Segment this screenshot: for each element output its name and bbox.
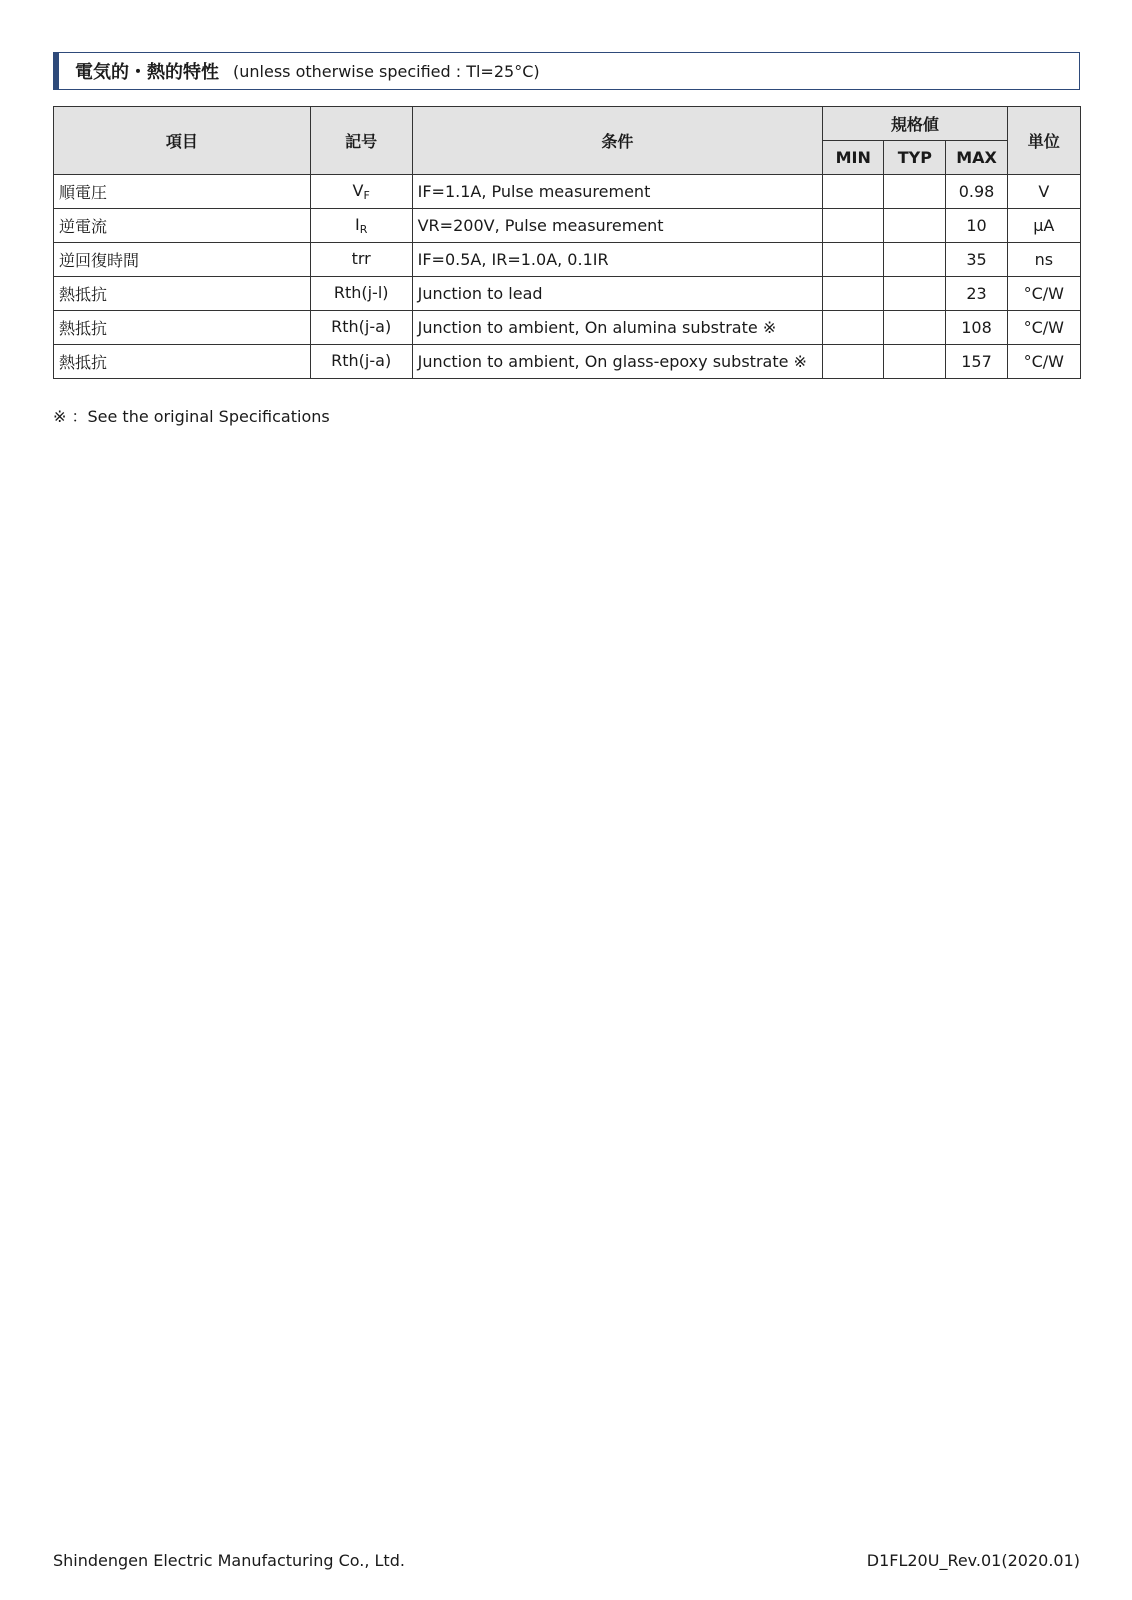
cell-max: 35 <box>946 243 1007 277</box>
symbol-main: V <box>352 181 364 200</box>
symbol-sub: R <box>359 223 368 236</box>
section-title: 電気的・熱的特性 <box>75 62 219 83</box>
symbol-main: Rth(j-a) <box>331 351 392 370</box>
cell-max: 108 <box>946 311 1007 345</box>
table-row <box>54 175 1081 209</box>
cell-unit: μA <box>1007 209 1080 243</box>
header-typ: TYP <box>884 141 946 175</box>
cell-item: 逆回復時間 <box>54 243 311 277</box>
table-row <box>54 345 1081 379</box>
cell-max: 23 <box>946 277 1007 311</box>
cell-item: 熱抵抗 <box>54 311 311 345</box>
cell-max: 10 <box>946 209 1007 243</box>
cell-symbol <box>310 311 412 345</box>
header-unit: 単位 <box>1007 107 1080 175</box>
cell-min <box>823 243 884 277</box>
cell-condition: IF=1.1A, Pulse measurement <box>412 175 823 209</box>
cell-condition: Junction to ambient, On glass-epoxy substrate ※ <box>412 345 823 379</box>
cell-unit: V <box>1007 175 1080 209</box>
cell-min <box>823 311 884 345</box>
cell-symbol <box>310 345 412 379</box>
cell-item: 熱抵抗 <box>54 277 311 311</box>
table-row <box>54 311 1081 345</box>
section-note: (unless otherwise specified : Tl=25°C) <box>233 61 540 81</box>
cell-condition: IF=0.5A, IR=1.0A, 0.1IR <box>412 243 823 277</box>
footnote: ※ ：See the original Specifications <box>53 407 330 426</box>
table-row <box>54 277 1081 311</box>
cell-typ <box>884 345 946 379</box>
cell-condition: VR=200V, Pulse measurement <box>412 209 823 243</box>
header-symbol: 記号 <box>310 107 412 175</box>
cell-max: 0.98 <box>946 175 1007 209</box>
cell-symbol <box>310 243 412 277</box>
table-row <box>54 209 1081 243</box>
cell-typ <box>884 311 946 345</box>
header-min: MIN <box>823 141 884 175</box>
cell-item: 熱抵抗 <box>54 345 311 379</box>
cell-condition: Junction to lead <box>412 277 823 311</box>
header-item: 項目 <box>54 107 311 175</box>
cell-min <box>823 209 884 243</box>
header-rating: 規格値 <box>823 107 1007 141</box>
characteristics-table <box>53 106 1081 379</box>
cell-unit: °C/W <box>1007 277 1080 311</box>
footer-doc-id: D1FL20U_Rev.01(2020.01) <box>866 1551 1080 1570</box>
symbol-sub: F <box>363 189 370 202</box>
cell-min <box>823 175 884 209</box>
symbol-main: Rth(j-a) <box>331 317 392 336</box>
section-header <box>53 52 1080 90</box>
symbol-main: trr <box>351 249 371 268</box>
cell-item: 逆電流 <box>54 209 311 243</box>
cell-typ <box>884 277 946 311</box>
cell-symbol <box>310 209 412 243</box>
header-condition: 条件 <box>412 107 823 175</box>
cell-symbol <box>310 277 412 311</box>
cell-symbol <box>310 175 412 209</box>
cell-typ <box>884 209 946 243</box>
cell-item: 順電圧 <box>54 175 311 209</box>
cell-unit: ns <box>1007 243 1080 277</box>
cell-typ <box>884 243 946 277</box>
footer-company: Shindengen Electric Manufacturing Co., Ltd. <box>53 1551 405 1570</box>
cell-condition: Junction to ambient, On alumina substrate ※ <box>412 311 823 345</box>
cell-min <box>823 277 884 311</box>
cell-min <box>823 345 884 379</box>
cell-unit: °C/W <box>1007 311 1080 345</box>
header-max: MAX <box>946 141 1007 175</box>
cell-max: 157 <box>946 345 1007 379</box>
symbol-main: I <box>354 215 360 234</box>
cell-typ <box>884 175 946 209</box>
cell-unit: °C/W <box>1007 345 1080 379</box>
table-row <box>54 243 1081 277</box>
symbol-main: Rth(j-l) <box>333 283 389 302</box>
